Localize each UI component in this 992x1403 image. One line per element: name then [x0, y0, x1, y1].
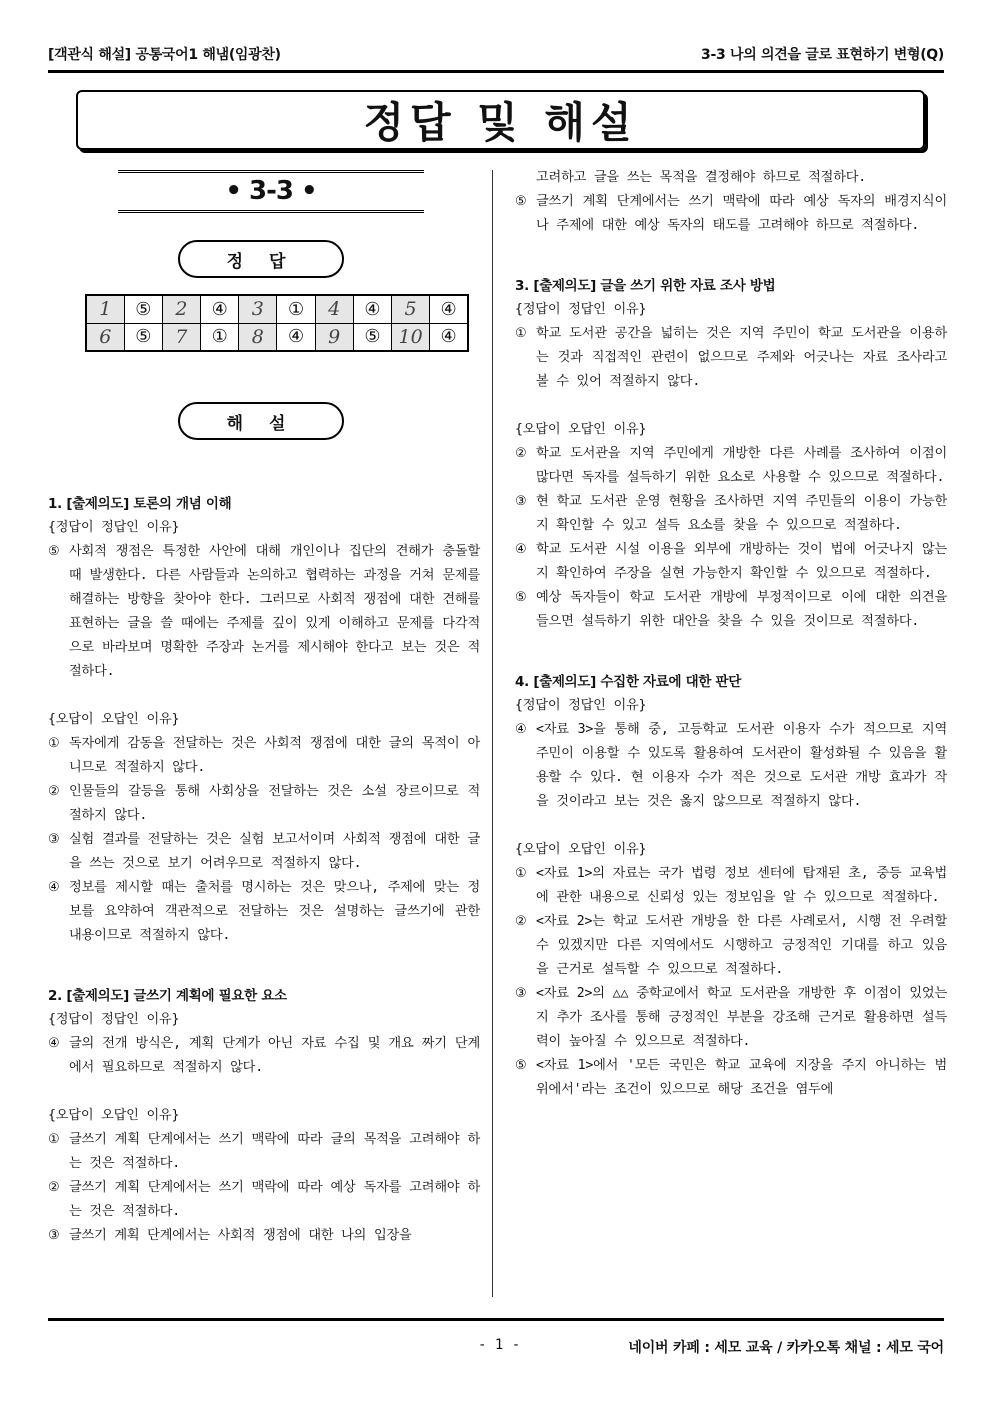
q4-wrong-item	[515, 910, 947, 982]
q2-wrong-item	[515, 190, 947, 238]
q1-wrong-item	[48, 780, 480, 828]
answer-number: 8	[239, 323, 277, 351]
answer-value: ④	[201, 295, 239, 323]
q2-wrong-item	[48, 1128, 480, 1176]
item-text: 글쓰기 계획 단계에서는 쓰기 맥락에 따라 예상 독자를 고려해야 하는 것은 적절하다.	[69, 1180, 480, 1219]
answer-number: 4	[315, 295, 353, 323]
item-text: 실험 결과를 전달하는 것은 실험 보고서이며 사회적 쟁점에 대한 글을 쓰는 것으로 보기 어려우므로 적절하지 않다.	[69, 832, 480, 871]
q1-heading: 1. [출제의도] 토론의 개념 이해	[48, 496, 232, 512]
answer-table	[85, 294, 469, 352]
q4-wrong-item	[515, 862, 947, 910]
q4-wrong-item	[515, 982, 947, 1054]
answer-value: ⑤	[124, 323, 162, 351]
item-text: 글의 전개 방식은, 계획 단계가 아닌 자료 수집 및 개요 짜기 단계에서 필요하므로 적절하지 않다.	[69, 1036, 480, 1075]
answer-value: ④	[430, 323, 468, 351]
q3-correct-item	[515, 322, 947, 394]
q3-wrong-label: {오답이 오답인 이유}	[515, 422, 647, 437]
q1-wrong-item	[48, 732, 480, 780]
q1-wrong-item	[48, 876, 480, 948]
item-marker: ②	[515, 446, 527, 461]
answer-row	[86, 295, 468, 323]
item-marker: ③	[48, 1228, 60, 1243]
right-column	[515, 166, 947, 1102]
title-box	[76, 90, 925, 150]
q4-correct-label: {정답이 정답인 이유}	[515, 698, 647, 713]
item-text: 인물들의 갈등을 통해 사회상을 전달하는 것은 소설 장르이므로 적절하지 않다.	[69, 784, 480, 823]
page-title: 정답 및 해설	[363, 98, 638, 147]
column-divider	[492, 170, 493, 1297]
answer-number: 7	[162, 323, 200, 351]
q4-wrong-label: {오답이 오답인 이유}	[515, 842, 647, 857]
answer-number: 5	[392, 295, 430, 323]
item-marker: ⑤	[515, 194, 527, 209]
answer-value: ①	[201, 323, 239, 351]
q1-correct-item	[48, 540, 480, 684]
q3-wrong-item	[515, 490, 947, 538]
q2-wrong-item	[48, 1176, 480, 1224]
q1-correct-label: {정답이 정답인 이유}	[48, 520, 180, 535]
section-rule-top	[118, 170, 424, 173]
answer-number: 6	[86, 323, 124, 351]
q2-correct-item	[48, 1032, 480, 1080]
item-text: 독자에게 감동을 전달하는 것은 사회적 쟁점에 대한 글의 목적이 아니므로 적절하지 않다.	[69, 736, 480, 775]
answer-value: ⑤	[353, 323, 391, 351]
answer-label: 정 답	[178, 240, 344, 278]
item-text: 학교 도서관 공간을 넓히는 것은 지역 주민이 학교 도서관을 이용하는 것과 직접적인 관련이 없으므로 주제와 어긋나는 자료 조사라고 볼 수 있어 적절하지 않다.	[536, 326, 947, 389]
answer-number: 2	[162, 295, 200, 323]
item-marker: ④	[515, 722, 527, 737]
item-text: <자료 1>에서 '모든 국민은 학교 교육에 지장을 주지 아니하는 범위에서'라는 조건이 있으므로 해당 조건을 염두에	[536, 1058, 947, 1097]
header-rule	[48, 70, 944, 73]
q1-wrong-label: {오답이 오답인 이유}	[48, 712, 180, 727]
item-text: 글쓰기 계획 단계에서는 쓰기 맥락에 따라 예상 독자의 배경지식이나 주제에 대한 예상 독자의 태도를 고려해야 하므로 적절하다.	[536, 194, 947, 233]
section-title: • 3-3 •	[225, 176, 317, 206]
q3-wrong-item	[515, 538, 947, 586]
item-marker: ④	[515, 542, 527, 557]
item-text: 사회적 쟁점은 특정한 사안에 대해 개인이나 집단의 견해가 충돌할 때 발생한다. 다른 사람들과 논의하고 협력하는 과정을 거쳐 문제를 해결하는 방향을 찾아야 한다. 그러므로 사회적 쟁점에 대한 견해를 표현하는 글을 쓸 때에는 주제를 깊이 있게 이해하고 문제를 다각적으로 바라보며 명확한 주장과 논거를 제시해야 한다고 보는 것은 적절하다.	[69, 544, 480, 679]
item-text: 정보를 제시할 때는 출처를 명시하는 것은 맞으나, 주제에 맞는 정보를 요약하여 객관적으로 전달하는 것은 설명하는 글쓰기에 관한 내용이므로 적절하지 않다.	[69, 880, 480, 943]
item-text: 글쓰기 계획 단계에서는 쓰기 맥락에 따라 글의 목적을 고려해야 하는 것은 적절하다.	[69, 1132, 480, 1171]
item-text: 학교 도서관을 지역 주민에게 개방한 다른 사례를 조사하여 이점이 많다면 독자를 설득하기 위한 요소로 사용할 수 있으므로 적절하다.	[536, 446, 947, 485]
q2-correct-label: {정답이 정답인 이유}	[48, 1012, 180, 1027]
q3-wrong-item	[515, 586, 947, 634]
item-text: 글쓰기 계획 단계에서는 사회적 쟁점에 대한 나의 입장을	[69, 1228, 412, 1243]
answer-value: ④	[277, 323, 315, 351]
item-text: 예상 독자들이 학교 도서관 개방에 부정적이므로 이에 대한 의견을 들으면 설득하기 위한 대안을 찾을 수 있을 것이므로 적절하다.	[536, 590, 947, 629]
answer-value: ④	[430, 295, 468, 323]
item-marker: ③	[515, 494, 527, 509]
item-marker: ②	[48, 1180, 60, 1195]
header-right: 3-3 나의 의견을 글로 표현하기 변형(Q)	[701, 47, 944, 63]
left-column	[48, 492, 480, 1248]
explanation-label: 해 설	[178, 402, 344, 440]
item-marker: ①	[48, 736, 60, 751]
footer-credit: 네이버 카페 : 세모 교육 / 카카오톡 채널 : 세모 국어	[628, 1340, 944, 1356]
item-marker: ①	[48, 1132, 60, 1147]
q4-correct-item	[515, 718, 947, 814]
q3-correct-label: {정답이 정답인 이유}	[515, 302, 647, 317]
item-marker: ②	[515, 914, 527, 929]
page-number: - 1 -	[478, 1337, 521, 1353]
q3-heading: 3. [출제의도] 글을 쓰기 위한 자료 조사 방법	[515, 278, 776, 294]
answer-number: 10	[392, 323, 430, 351]
item-marker: ③	[48, 832, 60, 847]
q4-heading: 4. [출제의도] 수집한 자료에 대한 판단	[515, 674, 742, 690]
q2-wrong-item	[48, 1224, 480, 1248]
answer-number: 1	[86, 295, 124, 323]
item-marker: ④	[48, 880, 60, 895]
item-marker: ⑤	[515, 590, 527, 605]
q2-heading: 2. [출제의도] 글쓰기 계획에 필요한 요소	[48, 988, 287, 1004]
item-marker: ⑤	[515, 1058, 527, 1073]
q4-wrong-item	[515, 1054, 947, 1102]
item-marker: ④	[48, 1036, 60, 1051]
q1-wrong-item	[48, 828, 480, 876]
item-marker: ①	[515, 866, 527, 881]
header-left: [객관식 해설] 공통국어1 해냄(임광찬)	[48, 47, 281, 63]
footer-rule	[48, 1318, 944, 1321]
item-marker: ⑤	[48, 544, 60, 559]
answer-value: ①	[277, 295, 315, 323]
answer-number: 9	[315, 323, 353, 351]
q3-wrong-item	[515, 442, 947, 490]
item-text: 학교 도서관 시설 이용을 외부에 개방하는 것이 법에 어긋나지 않는지 확인하여 주장을 실현 가능한지 확인할 수 있으므로 적절하다.	[536, 542, 947, 581]
answer-row	[86, 323, 468, 351]
item-text: <자료 2>는 학교 도서관 개방을 한 다른 사례로서, 시행 전 우려할 수 있겠지만 다른 지역에서도 시행하고 긍정적인 기대를 하고 있음을 근거로 설득할 수 있으므로 적절하다.	[536, 914, 947, 977]
item-marker: ①	[515, 326, 527, 341]
item-text: <자료 2>의 △△ 중학교에서 학교 도서관을 개방한 후 이점이 있었는지 추가 조사를 통해 긍정적인 부분을 강조해 근거로 활용하면 설득력이 높아질 수 있으므로 적절하다.	[536, 986, 947, 1049]
item-text-continued: 고려하고 글을 쓰는 목적을 결정해야 하므로 적절하다.	[536, 170, 867, 185]
item-marker: ②	[48, 784, 60, 799]
item-text: <자료 3>을 통해 중, 고등학교 도서관 이용자 수가 적으므로 지역 주민이 이용할 수 있도록 활용하여 도서관이 활성화될 수 있음을 활용할 수 있다. 현 이용자 수가 적은 것으로 도서관 개방 효과가 작을 것이라고 보는 것은 옳지 않으므로 적절하지 않다.	[536, 722, 947, 809]
answer-value: ④	[353, 295, 391, 323]
answer-number: 3	[239, 295, 277, 323]
q2-wrong-label: {오답이 오답인 이유}	[48, 1108, 180, 1123]
answer-value: ⑤	[124, 295, 162, 323]
item-text: <자료 1>의 자료는 국가 법령 정보 센터에 탑재된 초, 중등 교육법에 관한 내용으로 신뢰성 있는 정보임을 알 수 있으므로 적절하다.	[536, 866, 947, 905]
section-rule-bottom	[118, 210, 424, 213]
item-marker: ③	[515, 986, 527, 1001]
item-text: 현 학교 도서관 운영 현황을 조사하면 지역 주민들의 이용이 가능한지 확인할 수 있고 설득 요소를 찾을 수 있으므로 적절하다.	[536, 494, 947, 533]
